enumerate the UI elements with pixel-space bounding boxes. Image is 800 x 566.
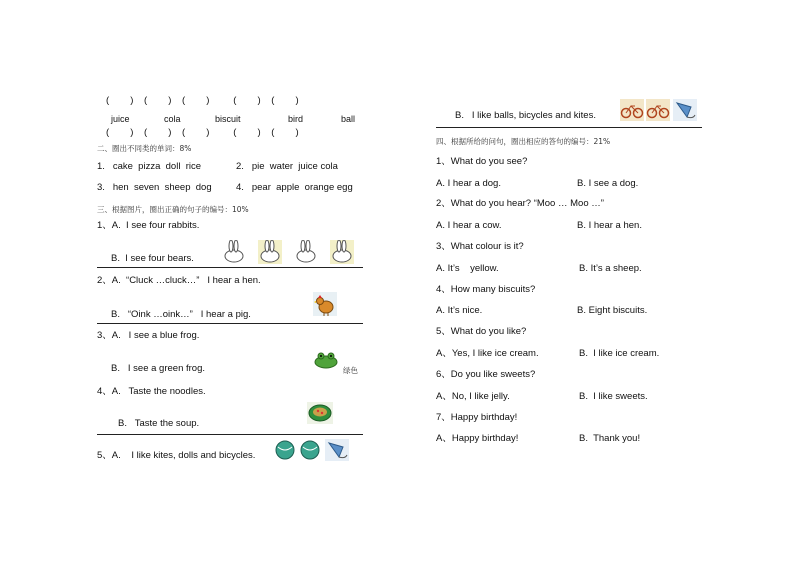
qa-3-question: 3、What colour is it?	[436, 241, 524, 252]
question-1-option-b: B. I see four bears.	[111, 253, 194, 264]
question-3-option-a: 3、A. I see a blue frog.	[97, 330, 200, 341]
frog-icon	[313, 350, 339, 370]
qa-7-question: 7、Happy birthday!	[436, 412, 518, 423]
ball-icon	[276, 441, 294, 459]
blank-parentheses-row-1: ( ) ( ) ( ) ( ) ( )	[106, 95, 299, 106]
qa-6-option-a: A、No, I like jelly.	[436, 391, 510, 402]
word-cola: cola	[164, 114, 181, 124]
kite-icon	[673, 99, 697, 121]
divider	[97, 434, 363, 435]
qa-7-option-a: A、Happy birthday!	[436, 433, 519, 444]
word-biscuit: biscuit	[215, 114, 241, 124]
question-1-option-a: 1、A. I see four rabbits.	[97, 220, 200, 231]
word-bird: bird	[288, 114, 304, 124]
divider	[97, 323, 363, 324]
bicycle-icon	[646, 99, 670, 121]
soup-bowl-icon	[307, 402, 333, 424]
rabbit-icon	[225, 240, 243, 262]
qa-5-option-a: A、Yes, I like ice cream.	[436, 348, 539, 359]
question-3-option-b: B. I see a green frog.	[111, 363, 205, 374]
kite-icon	[325, 439, 349, 461]
divider	[97, 267, 363, 268]
divider	[436, 127, 702, 128]
rabbit-icon	[297, 240, 315, 262]
word-ball: ball	[341, 114, 356, 124]
section-2-title: 二、圈出不同类的单词：8%	[97, 144, 192, 153]
qa-2-option-b: B. I hear a hen.	[577, 220, 642, 231]
qa-1-question: 1、What do you see?	[436, 156, 528, 167]
section-3-title: 三、根据图片，圈出正确的句子的编号：10%	[97, 205, 249, 214]
qa-5-option-b: B. I like ice cream.	[579, 348, 660, 359]
hen-icon	[313, 292, 337, 316]
word-group-2: 2. pie water juice cola	[236, 161, 338, 172]
question-4-option-a: 4、A. Taste the noodles.	[97, 386, 206, 397]
color-note: 绿色	[343, 366, 358, 375]
qa-3-option-a: A. It’s yellow.	[436, 263, 499, 274]
qa-5-question: 5、What do you like?	[436, 326, 527, 337]
qa-6-option-b: B. I like sweets.	[579, 391, 648, 402]
qa-4-option-b: B. Eight biscuits.	[577, 305, 648, 316]
word-group-3: 3. hen seven sheep dog	[97, 182, 212, 193]
ball-icon	[301, 441, 319, 459]
bicycle-icon	[620, 99, 644, 121]
qa-4-question: 4、How many biscuits?	[436, 284, 536, 295]
qa-4-option-a: A. It’s nice.	[436, 305, 483, 316]
qa-2-option-a: A. I hear a cow.	[436, 220, 502, 231]
question-2-option-a: 2、A. “Cluck …cluck…” I hear a hen.	[97, 275, 261, 286]
question-4-option-b: B. Taste the soup.	[118, 418, 200, 429]
qa-1-option-b: B. I see a dog.	[577, 178, 639, 189]
question-2-option-b: B. “Oink …oink…” I hear a pig.	[111, 309, 251, 320]
word-group-1: 1. cake pizza doll rice	[97, 161, 202, 172]
qa-1-option-a: A. I hear a dog.	[436, 178, 501, 189]
section-4-title: 四、根据所给的问句，圈出相应的答句的编号：21%	[436, 137, 611, 146]
blank-parentheses-row-2: ( ) ( ) ( ) ( ) ( )	[106, 127, 299, 138]
qa-3-option-b: B. It’s a sheep.	[579, 263, 642, 274]
rabbit-icon	[258, 240, 282, 264]
rabbit-icon	[330, 240, 354, 264]
rabbit-icon-group	[224, 240, 354, 264]
kites-dolls-bicycles-icons	[275, 439, 351, 461]
balls-bicycles-kites-icons	[620, 99, 698, 121]
qa-7-option-b: B. Thank you!	[579, 433, 641, 444]
qa-6-question: 6、Do you like sweets?	[436, 369, 536, 380]
question-5-option-b: B. I like balls, bicycles and kites.	[455, 110, 596, 121]
word-juice: juice	[111, 114, 130, 124]
word-group-4: 4. pear apple orange egg	[236, 182, 353, 193]
question-5-option-a: 5、A. I like kites, dolls and bicycles.	[97, 450, 256, 461]
qa-2-question: 2、What do you hear? “Moo … Moo …”	[436, 198, 604, 209]
